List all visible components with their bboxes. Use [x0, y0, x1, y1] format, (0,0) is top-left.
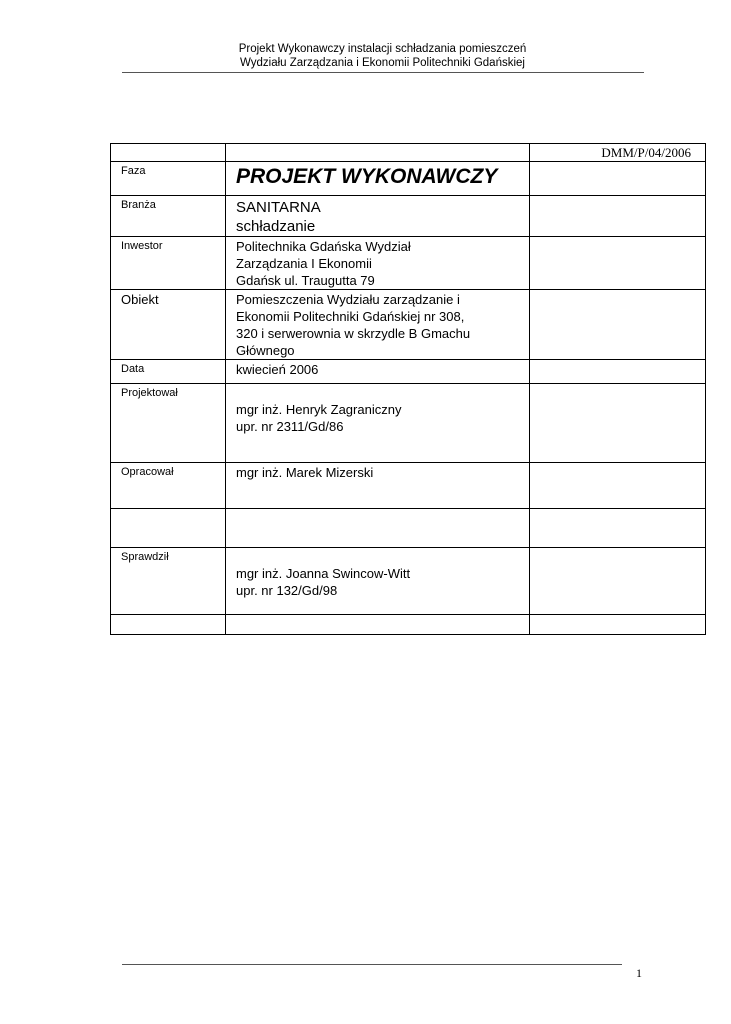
- table-row-bottom: [111, 615, 706, 635]
- sprawdzil-line-2: upr. nr 132/Gd/98: [236, 583, 338, 598]
- table-cell: [530, 548, 706, 615]
- table-cell: [530, 144, 706, 162]
- table-cell: [226, 196, 530, 237]
- header-line-1: Projekt Wykonawczy instalacji schładzania pomieszczeń: [238, 43, 527, 55]
- table-row-sprawdzil: [111, 548, 706, 615]
- table-cell: [226, 290, 530, 360]
- table-cell: [226, 384, 530, 463]
- header-line-2: Wydziału Zarządzania i Ekonomii Politechniki Gdańskiej: [240, 57, 525, 69]
- table-cell: [530, 290, 706, 360]
- branza-value-1: SANITARNA: [236, 199, 321, 216]
- header-divider: [122, 72, 644, 73]
- table-cell: [111, 615, 226, 635]
- faza-value: PROJEKT WYKONAWCZY: [236, 165, 498, 188]
- footer-divider: [122, 964, 622, 965]
- table-cell: [111, 144, 226, 162]
- table-cell: [111, 360, 226, 384]
- obiekt-line-4: Głównego: [236, 343, 295, 358]
- inwestor-line-1: Politechnika Gdańska Wydział: [236, 239, 411, 254]
- table-cell: [530, 509, 706, 548]
- table-row-obiekt: [111, 290, 706, 360]
- sprawdzil-label: Sprawdził: [121, 551, 169, 563]
- page-header: [122, 42, 643, 70]
- table-cell: [226, 360, 530, 384]
- table-row-empty: [111, 509, 706, 548]
- table-cell: [111, 162, 226, 196]
- table-row-opracowal: [111, 463, 706, 509]
- table-cell: [530, 162, 706, 196]
- table-cell: [226, 144, 530, 162]
- data-label: Data: [121, 363, 145, 375]
- title-sheet-table: [110, 143, 706, 635]
- table-cell: [530, 196, 706, 237]
- table-row-branza: [111, 196, 706, 237]
- table-cell: [226, 162, 530, 196]
- table-cell: [226, 509, 530, 548]
- table-cell: [111, 509, 226, 548]
- table-row-code: [111, 144, 706, 162]
- table-cell: [111, 237, 226, 290]
- obiekt-line-2: Ekonomii Politechniki Gdańskiej nr 308,: [236, 309, 465, 324]
- inwestor-line-3: Gdańsk ul. Traugutta 79: [236, 273, 375, 288]
- obiekt-line-3: 320 i serwerownia w skrzydle B Gmachu: [236, 326, 471, 341]
- branza-label: Branża: [121, 199, 156, 211]
- table-cell: [111, 384, 226, 463]
- table-cell: [226, 615, 530, 635]
- obiekt-line-1: Pomieszczenia Wydziału zarządzanie i: [236, 292, 460, 307]
- table-row-faza: [111, 162, 706, 196]
- table-cell: [530, 384, 706, 463]
- obiekt-label: Obiekt: [121, 292, 159, 307]
- branza-value-2: schładzanie: [236, 218, 316, 235]
- table-cell: [530, 360, 706, 384]
- document-code: DMM/P/04/2006: [601, 145, 691, 160]
- table-cell: [226, 237, 530, 290]
- sprawdzil-line-1: mgr inż. Joanna Swincow-Witt: [236, 566, 411, 581]
- table-cell: [111, 196, 226, 237]
- projektowal-line-1: mgr inż. Henryk Zagraniczny: [236, 402, 402, 417]
- inwestor-line-2: Zarządzania I Ekonomii: [236, 256, 372, 271]
- opracowal-value: mgr inż. Marek Mizerski: [236, 465, 374, 480]
- table-cell: [530, 463, 706, 509]
- table-cell: [226, 463, 530, 509]
- data-value: kwiecień 2006: [236, 362, 319, 377]
- table-row-projektowal: [111, 384, 706, 463]
- table-cell: [530, 237, 706, 290]
- table-row-data: [111, 360, 706, 384]
- projektowal-line-2: upr. nr 2311/Gd/86: [236, 419, 344, 434]
- table-cell: [111, 463, 226, 509]
- table-row-inwestor: [111, 237, 706, 290]
- table-cell: [111, 290, 226, 360]
- table-cell: [226, 548, 530, 615]
- page-number: 1: [636, 966, 642, 980]
- projektowal-label: Projektował: [121, 387, 178, 399]
- faza-label: Faza: [121, 165, 146, 177]
- table-cell: [530, 615, 706, 635]
- table-cell: [111, 548, 226, 615]
- inwestor-label: Inwestor: [121, 240, 163, 252]
- opracowal-label: Opracował: [121, 466, 174, 478]
